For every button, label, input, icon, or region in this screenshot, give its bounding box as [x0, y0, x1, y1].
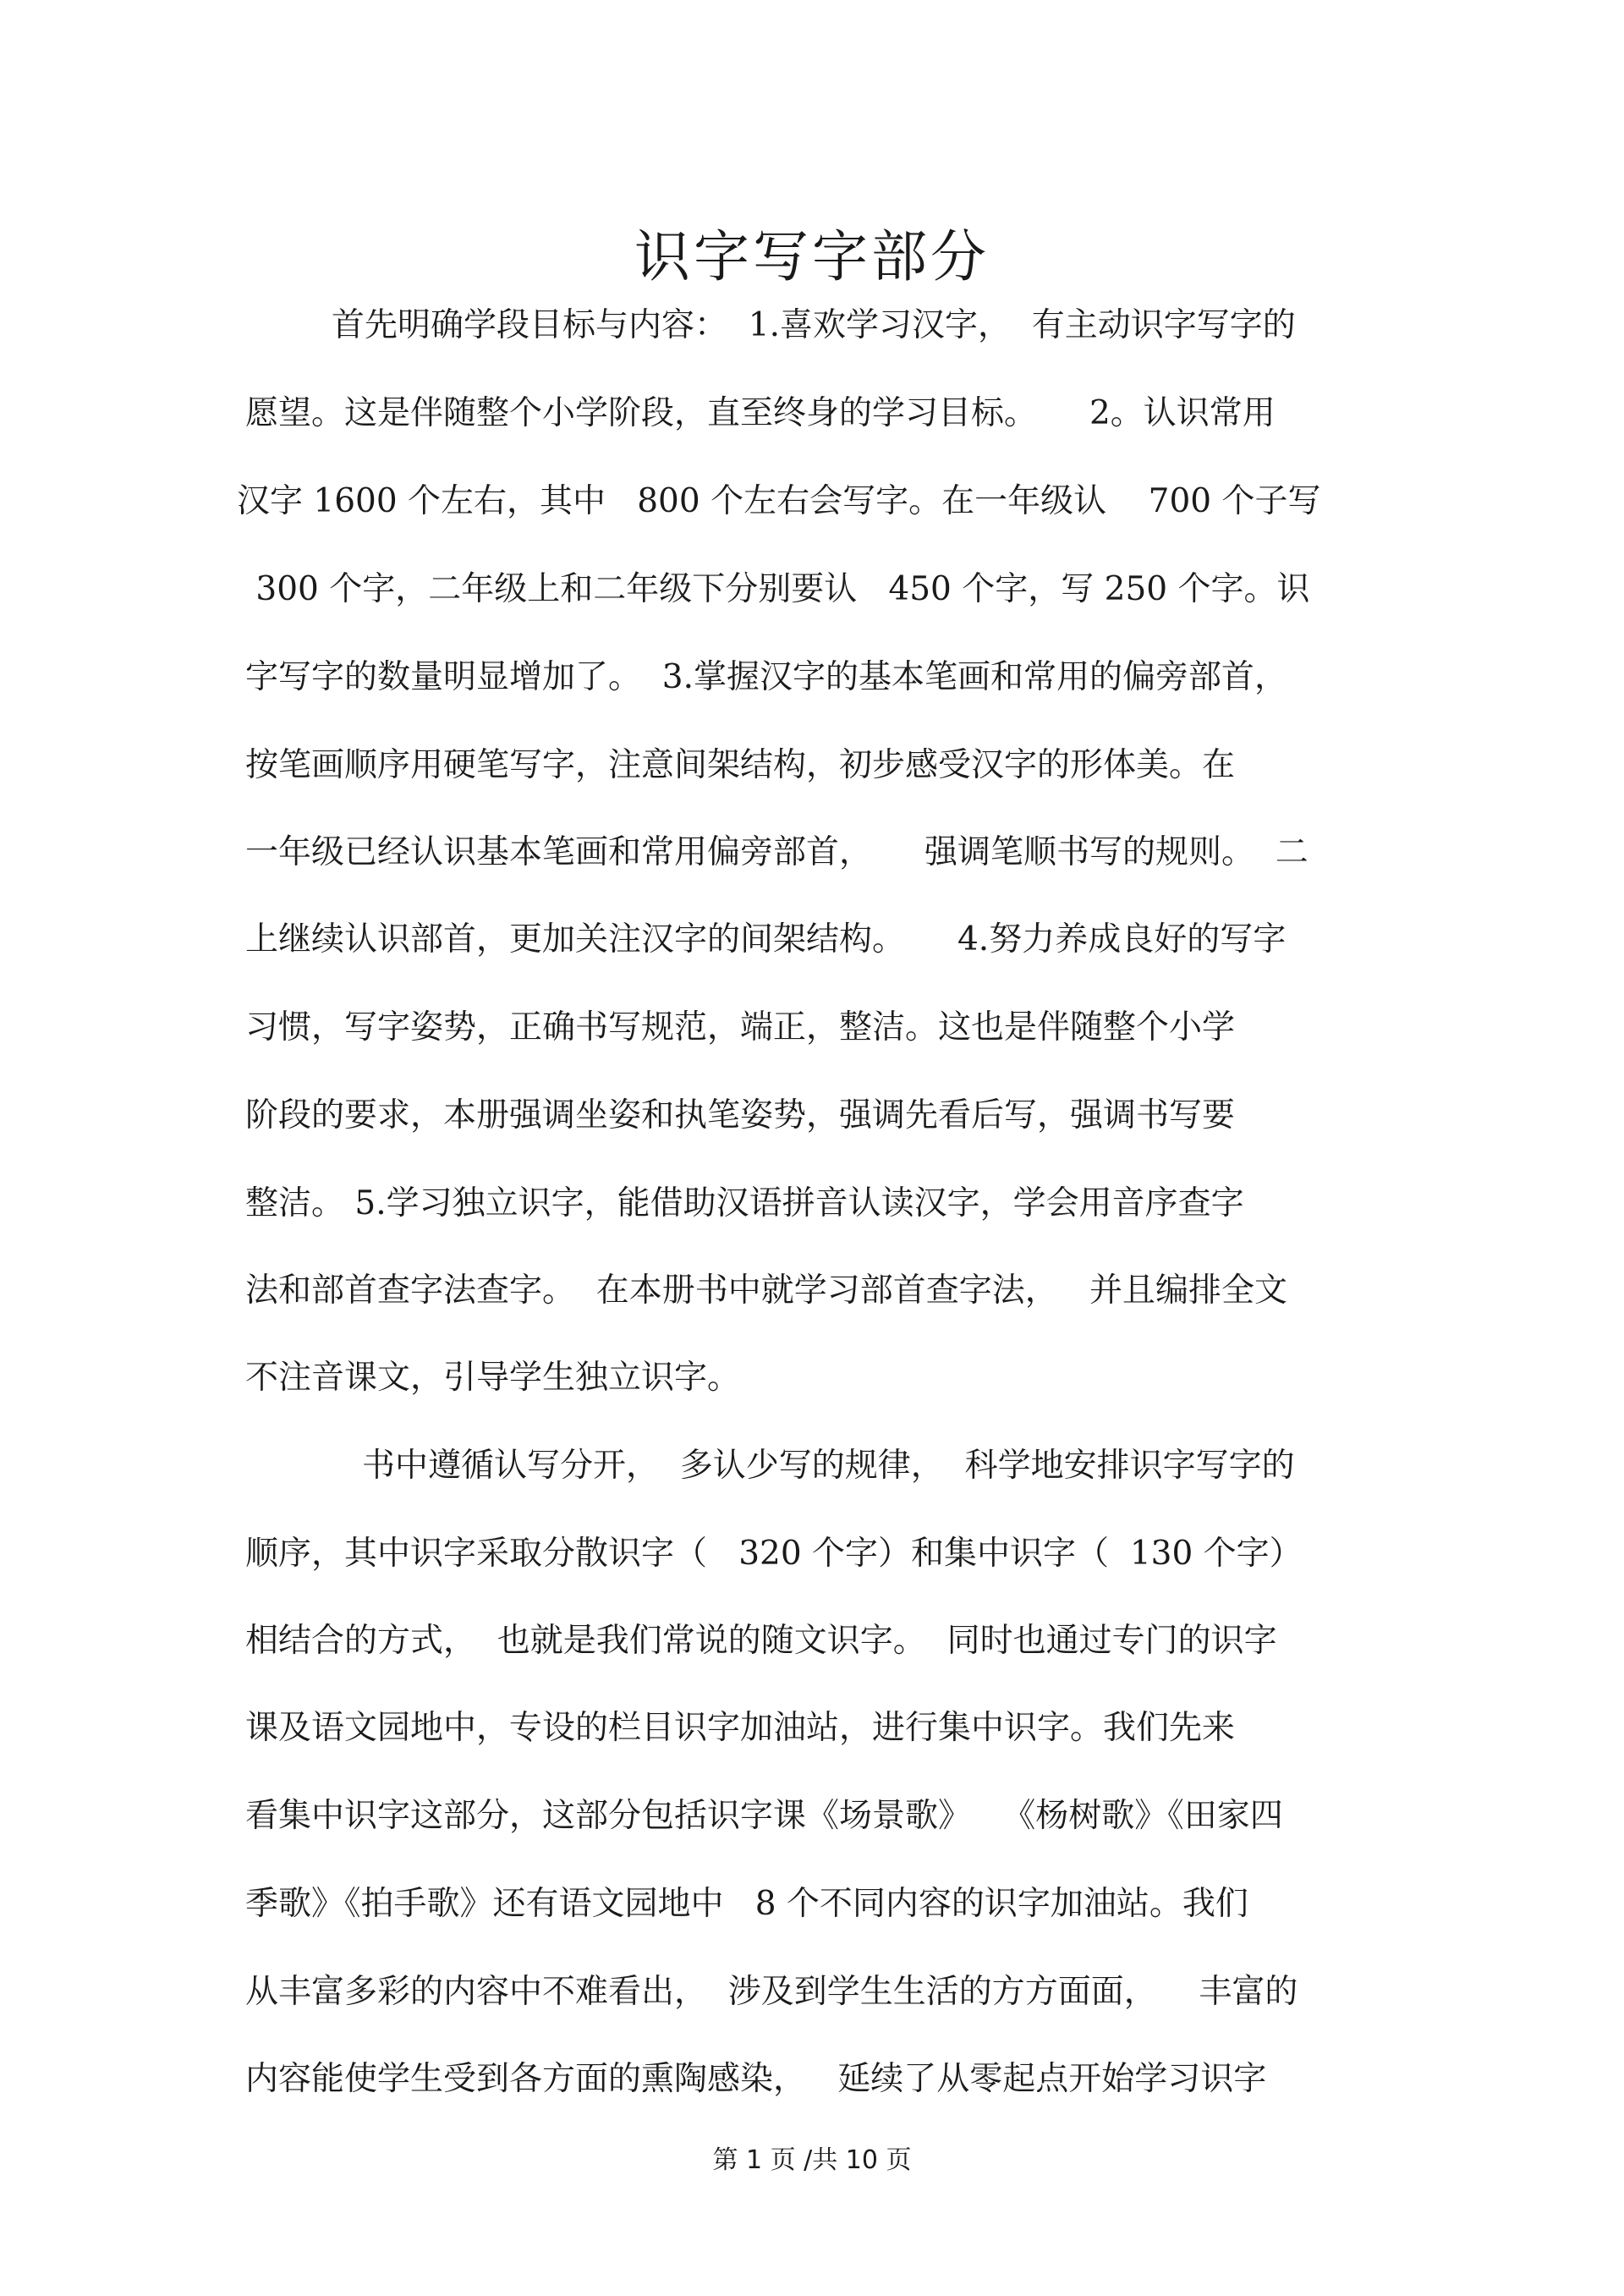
text-line: 字写字的数量明显增加了。 3.掌握汉字的基本笔画和常用的偏旁部首， — [245, 658, 1288, 696]
text-line: 相结合的方式， 也就是我们常说的随文识字。 同时也通过专门的识字 — [245, 1622, 1277, 1660]
text-line: 法和部首查字法查字。 在本册书中就学习部首查字法， 并且编排全文 — [245, 1272, 1287, 1310]
text-line: 不注音课文，引导学生独立识字。 — [245, 1359, 741, 1397]
page-number-footer: 第 1 页 /共 10 页 — [712, 2145, 912, 2175]
text-line: 按笔画顺序用硬笔写字，注意间架结构，初步感受汉字的形体美。在 — [245, 746, 1236, 784]
text-line: 顺序，其中识字采取分散识字（ 320 个字）和集中识字（ 130 个字） — [245, 1535, 1303, 1573]
text-line: 从丰富多彩的内容中不难看出， 涉及到学生生活的方方面面， 丰富的 — [245, 1973, 1298, 2011]
text-line: 书中遵循认写分开， 多认少写的规律， 科学地安排识字写字的 — [362, 1447, 1295, 1485]
text-line: 上继续认识部首，更加关注汉字的间架结构。 4.努力养成良好的写字 — [245, 920, 1287, 958]
text-line: 300 个字，二年级上和二年级下分别要认 450 个字，写 250 个字。识 — [245, 570, 1310, 608]
text-line: 愿望。这是伴随整个小学阶段，直至终身的学习目标。 2。认识常用 — [245, 394, 1276, 432]
text-line: 习惯，写字姿势，正确书写规范，端正，整洁。这也是伴随整个小学 — [245, 1008, 1236, 1046]
text-line: 季歌》《拍手歌》还有语文园地中 8 个不同内容的识字加油站。我们 — [245, 1885, 1248, 1923]
document-title: 识字写字部分 — [634, 224, 990, 289]
text-line: 阶段的要求，本册强调坐姿和执笔姿势，强调先看后写，强调书写要 — [245, 1096, 1236, 1134]
text-line: 整洁。 5.学习独立识字，能借助汉语拼音认读汉字，学会用音序查字 — [245, 1184, 1244, 1222]
text-line: 一年级已经认识基本笔画和常用偏旁部首， 强调笔顺书写的规则。 二 — [245, 833, 1309, 871]
text-line: 内容能使学生受到各方面的熏陶感染， 延续了从零起点开始学习识字 — [245, 2060, 1267, 2098]
text-line: 课及语文园地中，专设的栏目识字加油站，进行集中识字。我们先来 — [245, 1709, 1236, 1747]
text-line: 汉字 1600 个左右，其中 800 个左右会写字。在一年级认 700 个子写 — [237, 482, 1321, 520]
text-line: 看集中识字这部分，这部分包括识字课《场景歌》 《杨树歌》《田家四 — [245, 1797, 1283, 1835]
text-line: 首先明确学段目标与内容： 1.喜欢学习汉字， 有主动识字写字的 — [332, 306, 1296, 344]
